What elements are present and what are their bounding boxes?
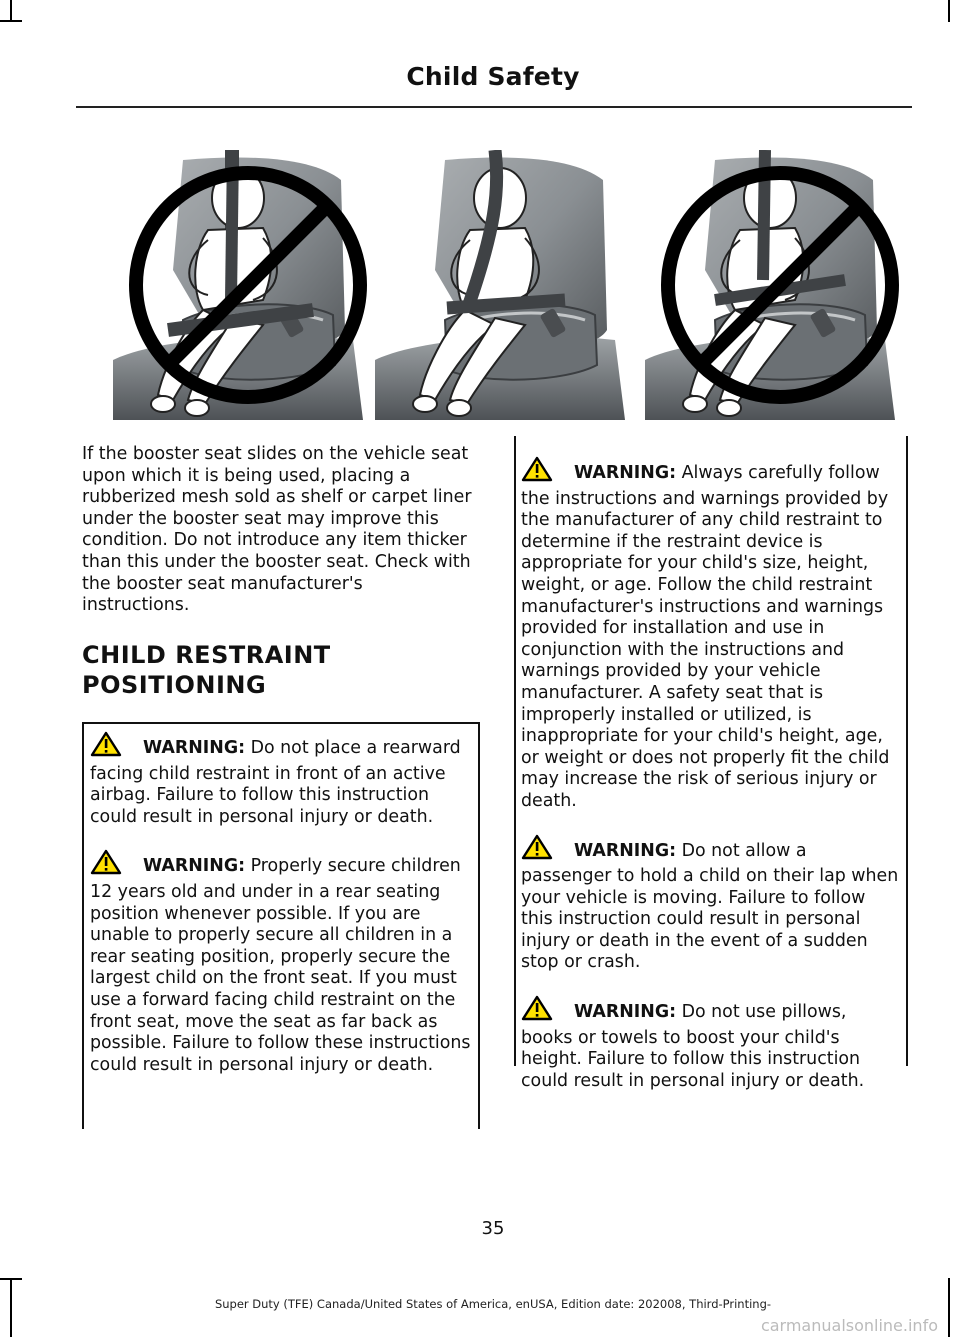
warning-text: Do not place a rearward facing child restraint in front of an active airbag. Failure to follow this instruction could result in personal injury or death. [90, 738, 461, 827]
panel-incorrect-1 [113, 150, 363, 420]
page-title: Child Safety [406, 62, 580, 91]
warning-label: WARNING: [574, 840, 677, 861]
warning-item [521, 995, 901, 1092]
watermark: carmanualsonline.info [760, 1316, 938, 1335]
section-heading-line2: POSITIONING [82, 671, 267, 699]
intro-paragraph: If the booster seat slides on the vehicle seat upon which it is being used, placing a rubberized mesh sold as shelf or carpet liner under the booster seat may improve this condition. Do not introduce any item thicker than this under the booster seat. Check with the booster seat manufacturer's instructions. [82, 444, 472, 616]
warning-triangle-icon [521, 456, 569, 489]
warning-label: WARNING: [143, 856, 246, 877]
section-heading [82, 640, 482, 700]
warning-text: Always carefully follow the instructions and warnings provided by the manufacturer of any child restraint to determine if the restraint device is appropriate for your child's size, height, weight, or age. Follow the child restraint manufacturer's instructions and warnings provided for installation and use in conjunction with the instructions and warnings provided by your vehicle manufacturer. A safety seat that is improperly installed or utilized, is inappropriate for your child's height, age, or weight or does not properly fit the child may increase the risk of serious injury or death. [521, 463, 890, 811]
warning-item [521, 834, 901, 975]
warning-label: WARNING: [574, 463, 677, 483]
warning-text: Properly secure children 12 years old and under in a rear seating position whenever possible. If you are unable to properly secure all children in a rear seating position, properly secure the largest child on the front seat. If you must use a forward facing child restraint on the front seat, move the seat as far back as possible. Failure to follow these instructions could result in personal injury or death. [90, 856, 471, 1075]
warning-triangle-icon [521, 834, 569, 867]
crop-mark-top-left-h [0, 20, 22, 22]
booster-seat-illustration [113, 150, 905, 420]
panel-incorrect-2 [645, 150, 895, 420]
warning-text: Do not allow a passenger to hold a child on their lap when your vehicle is moving. Failure to follow this instruction could result in personal injury or death in the event of a sudden stop or crash. [521, 840, 899, 973]
warning-item [521, 456, 901, 813]
warning-triangle-icon [90, 849, 138, 882]
warning-triangle-icon [521, 995, 569, 1028]
warning-item [90, 849, 472, 1076]
panel-correct [375, 150, 625, 420]
footer-edition-info: Super Duty (TFE) Canada/United States of America, enUSA, Edition date: 202008, Third-Printing- [214, 1297, 772, 1311]
warning-box-right [514, 436, 908, 1091]
warning-box-left [82, 722, 480, 1129]
warning-text: Do not use pillows, books or towels to boost your child's height. Failure to follow this instruction could result in personal injury or death. [521, 1002, 865, 1091]
warning-label: WARNING: [143, 738, 246, 758]
section-heading-line1: CHILD RESTRAINT [82, 641, 331, 669]
crop-mark-top-right-v [948, 0, 950, 22]
title-rule [76, 106, 912, 108]
crop-mark-bottom-left-h [0, 1278, 22, 1280]
crop-mark-top-left-v [10, 0, 12, 22]
warning-item [90, 731, 472, 828]
warning-triangle-icon [90, 731, 138, 764]
page-number: 35 [481, 1218, 505, 1239]
warning-label: WARNING: [574, 1002, 677, 1023]
